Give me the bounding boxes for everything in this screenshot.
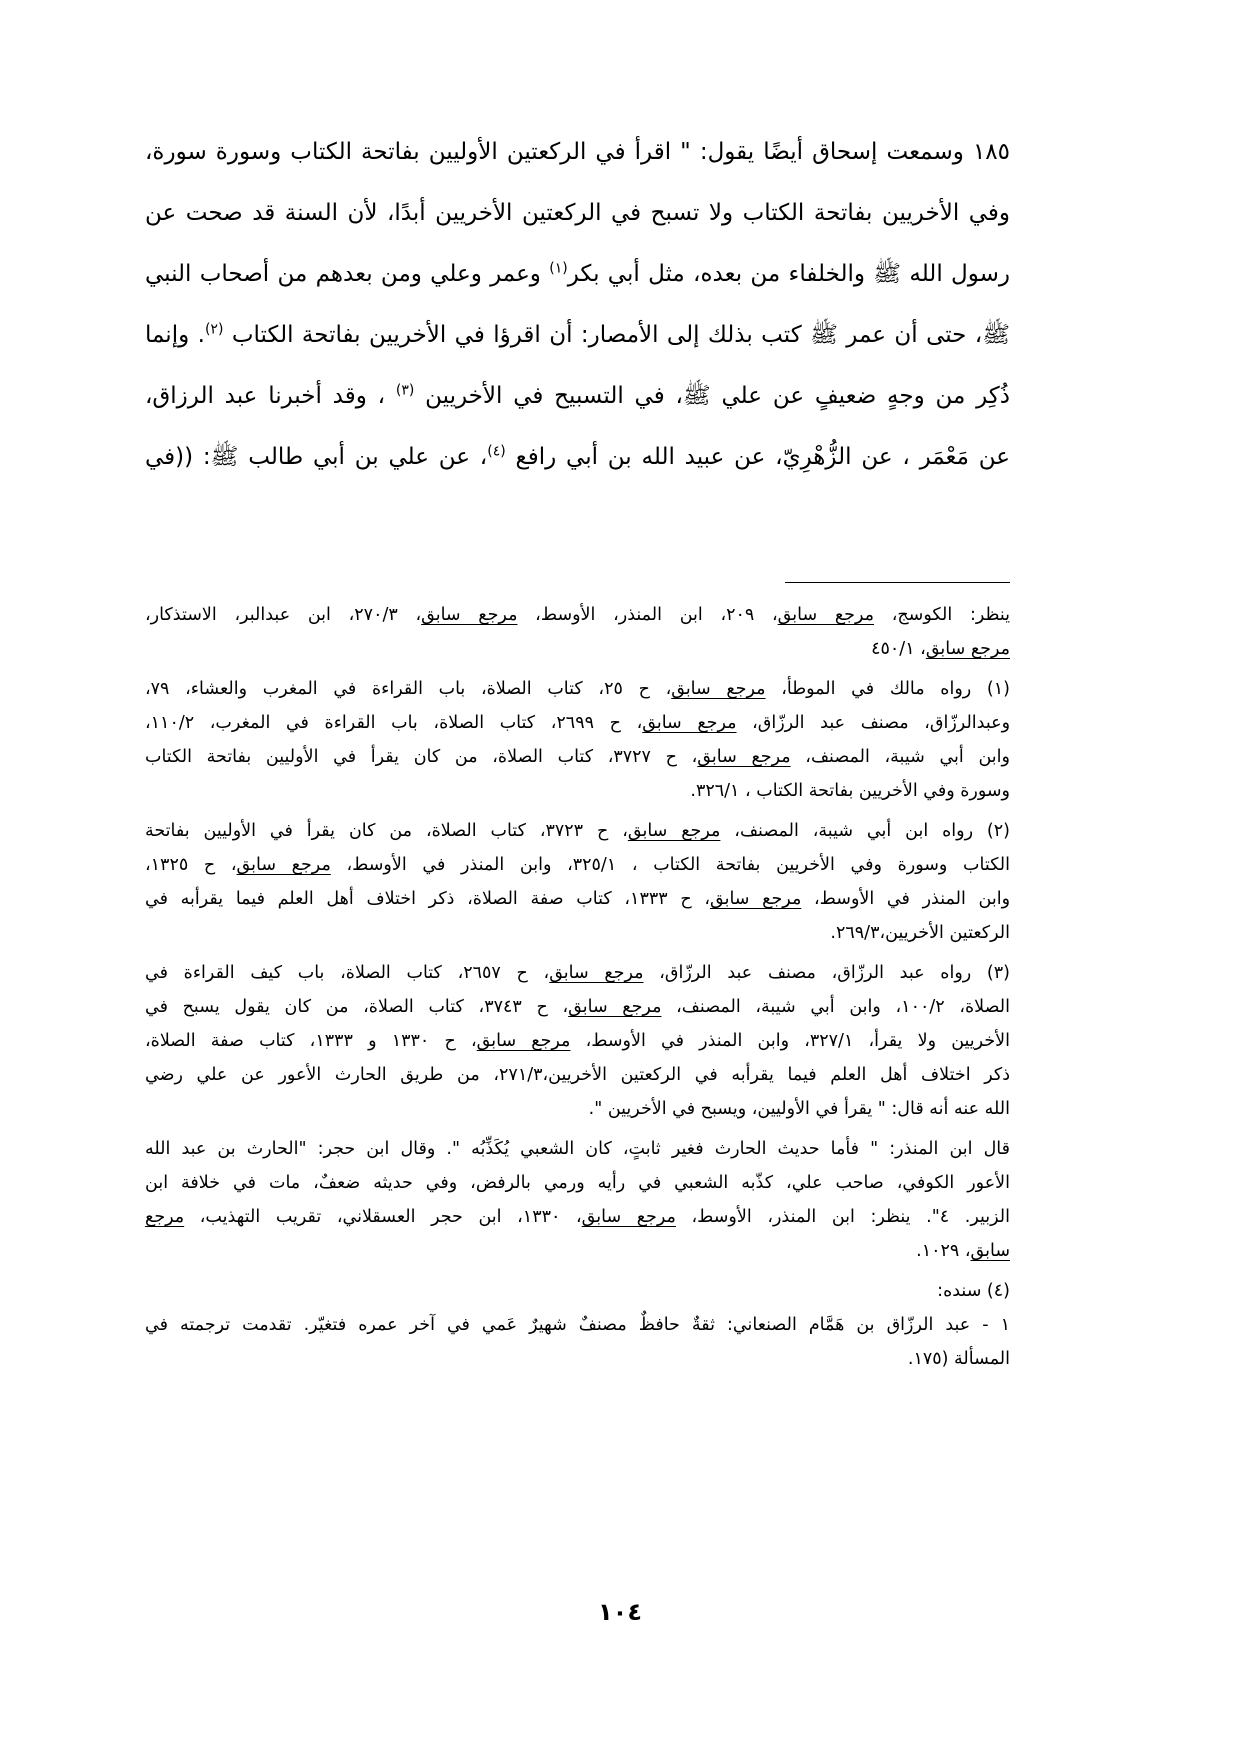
footnote-text: ، ٢٠٩، ابن المنذر، الأوسط، [517,605,778,625]
footnote-line: ذكر اختلاف أهل العلم فيما يقرأبه في الركعتين الأخريين،٢٧١/٣، من طريق الحارث الأعور عن علي رضي [145,1065,1011,1085]
footnote-text: ، ح ١٣٣٣، كتاب صفة الصلاة، ذكر اختلاف أهل العلم فيما يقرأبه في [145,889,710,909]
footnote-1 [145,672,1010,808]
footnote-text: (٢) رواه ابن أبي شيبة، المصنف، [720,821,1010,841]
reference-link[interactable]: مرجع سابق [421,605,518,625]
main-line-5-head: ذُكِر من وجهٍ ضعيفٍ عن علي ﷺ، في التسبيح في الأخريين [425,383,1010,409]
footnote-text: (٣) رواه عبد الرزّاق، مصنف عبد الرزّاق، [643,963,1010,983]
footnote-line: الله عنه أنه قال: " يقرأ في الأوليين، ويسبح في الأخريين ". [588,1099,1010,1119]
footnote-text: الصلاة، ١٠٠/٢، وابن أبي شيبة، المصنف، [661,997,1010,1017]
reference-link[interactable]: مرجع سابق [925,639,1010,659]
footnote-text: ، ح ١٣٣٠ و ١٣٣٣، كتاب صفة الصلاة، [145,1031,477,1051]
footnote-text: ينظر: الكوسج، [874,605,1011,625]
footnote-line [145,1234,1010,1268]
reference-link[interactable]: مرجع سابق [549,963,644,983]
main-line-3-tail: وعمر وعلي ومن بعدهم من أصحاب النبي [145,261,550,287]
footnote-text: ، ٤٥٠/١ [871,639,926,659]
footnote-text: وابن أبي شيبة، المصنف، [790,747,1010,767]
main-line-5-tail: ، وقد أخبرنا عبد الرزاق، [145,383,396,409]
footnote-text: ، ح ٢٦٩٩، كتاب الصلاة، باب القراءة في المغرب، ١١٠/٢، [145,713,643,733]
footnote-line [145,956,1010,990]
main-line-2: وفي الأخريين بفاتحة الكتاب ولا تسبح في الركعتين الأخريين أبدًا، لأن السنة قد صحت عن [145,200,1010,226]
footnote-ref-3[interactable]: (٣) [395,382,415,399]
main-line-1: ١٨٥ وسمعت إسحاق أيضًا يقول: " اقرأ في الركعتين الأوليين بفاتحة الكتاب وسورة سورة، [145,139,1010,165]
footnote-text: ، ح ١٣٢٥، [145,855,237,875]
footnote-text: ، ١٣٣٠، ابن حجر العسقلاني، تقريب التهذيب، [184,1207,582,1227]
footnote-line [145,706,1010,740]
footnote-ref-1[interactable]: (١) [549,260,568,277]
footnote-line: المسألة (١٧٥. [907,1349,1010,1369]
footnote-text: ، ح ٣٧٢٣، كتاب الصلاة، من كان يقرأ في الأوليين بفاتحة [145,821,628,841]
footnote-line [145,1200,1010,1234]
reference-link[interactable]: مرجع سابق [671,679,766,699]
reference-link[interactable]: مرجع سابق [627,821,721,841]
main-line-5 [145,377,1010,415]
footnote-line [145,632,1010,666]
footnote-text: الأخريين ولا يقرأ، ٣٢٧/١، وابن المنذر في الأوسط، [570,1031,1010,1051]
footnote-text: ، ح ٣٧٢٧، كتاب الصلاة، من كان يقرأ في الأوليين بفاتحة الكتاب [145,747,698,767]
footnote-line: ١ - عبد الرزّاق بن هَمَّام الصنعاني: ثقةٌ حافظٌ مصنفٌ شهيرٌ عَمي في آخر عمره فتغيّر. تقدمت ترجمته في [145,1315,1010,1335]
main-line-3 [145,255,1010,293]
footnote-separator [785,582,1010,583]
main-line-6 [145,438,1010,476]
main-line-4 [145,316,1010,354]
footnote-text: ، ح ٢٥، كتاب الصلاة، باب القراءة في المغرب والعشاء، ٧٩، [145,679,672,699]
reference-link[interactable]: مرجع سابق [777,605,875,625]
footnote-line [145,740,1010,774]
reference-link[interactable]: مرجع سابق [697,747,791,767]
main-line-3-head: رسول الله ﷺ والخلفاء من بعده، مثل أبي بكر [567,261,1010,287]
footnote-text: وعبدالرزّاق، مصنف عبد الرزّاق، [736,713,1011,733]
reference-link[interactable]: مرجع سابق [236,855,331,875]
footnote-ref-2[interactable]: (٢) [204,321,224,338]
footnotes [145,598,1010,1382]
footnote-text: ، ١٠٢٩. [916,1241,971,1261]
main-line-6-tail: ، عن علي بن أبي طالب ﷺ: ((في [145,444,488,470]
footnote-3 [145,956,1010,1126]
main-line-4-head: ﷺ، حتى أن عمر ﷺ كتب بذلك إلى الأمصار: أن اقرؤا في الأخريين بفاتحة الكتاب [231,322,1011,348]
footnote-4 [145,1274,1010,1376]
footnote-text: الزبير. ٤". ينظر: ابن المنذر، الأوسط، [675,1207,1010,1227]
reference-link[interactable]: مرجع سابق [710,889,802,909]
footnote-3-continued [145,1132,1010,1268]
footnote-line: قال ابن المنذر: " فأما حديث الحارث فغير ثابتٍ، كان الشعبي يُكَذِّبُه ". وقال ابن حجر: "الحارث بن عبد الله [145,1139,1010,1159]
reference-link[interactable]: مرجع سابق [581,1207,676,1227]
footnote-2 [145,814,1010,950]
footnote-line: الركعتين الأخريين،٢٦٩/٣. [830,923,1010,943]
footnote-line [145,598,1010,632]
footnote-line [145,990,1010,1024]
footnote-line: (٤) سنده: [937,1281,1010,1301]
footnote-pre [145,598,1010,666]
footnote-line: الأعور الكوفي، صاحب علي، كذّبه الشعبي في رأيه ورمي بالرفض، وفي حديثه ضعفٌ، مات في خلافة ابن [145,1173,1010,1193]
footnote-text: ، ح ٢٦٥٧، كتاب الصلاة، باب كيف القراءة في [145,963,550,983]
footnote-line [145,882,1010,916]
main-text [145,133,1010,499]
main-line-4-tail: . وإنما [145,322,205,348]
footnote-line [145,814,1010,848]
reference-link[interactable]: مرجع سابق [476,1031,571,1051]
reference-link[interactable]: مرجع سابق [568,997,662,1017]
footnote-text: الكتاب وسورة وفي الأخريين بفاتحة الكتاب ، ٣٢٥/١، وابن المنذر في الأوسط، [330,855,1010,875]
reference-link[interactable]: مرجع سابق [642,713,737,733]
footnote-text: ، ٢٧٠/٣، ابن عبدالبر، الاستذكار، [145,605,422,625]
footnote-line: وسورة وفي الأخريين بفاتحة الكتاب ، ٣٢٦/١. [690,781,1010,801]
main-line-6-head: عن مَعْمَر ، عن الزُّهْرِيّ، عن عبيد الله بن أبي رافع [515,444,1011,470]
reference-link[interactable]: سابق [970,1241,1010,1261]
footnote-text: وابن المنذر في الأوسط، [801,889,1011,909]
footnote-ref-4[interactable]: (٤) [487,443,506,460]
footnote-line [145,848,1010,882]
footnote-line [145,1024,1010,1058]
footnote-text: (١) رواه مالك في الموطأ، [765,679,1010,699]
reference-link[interactable]: مرجع [145,1207,185,1227]
page-number: ١٠٤ [598,1598,642,1626]
footnote-text: ، ح ٣٧٤٣، كتاب الصلاة، من كان يقول يسبح في [145,997,569,1017]
footnote-line [145,672,1010,706]
